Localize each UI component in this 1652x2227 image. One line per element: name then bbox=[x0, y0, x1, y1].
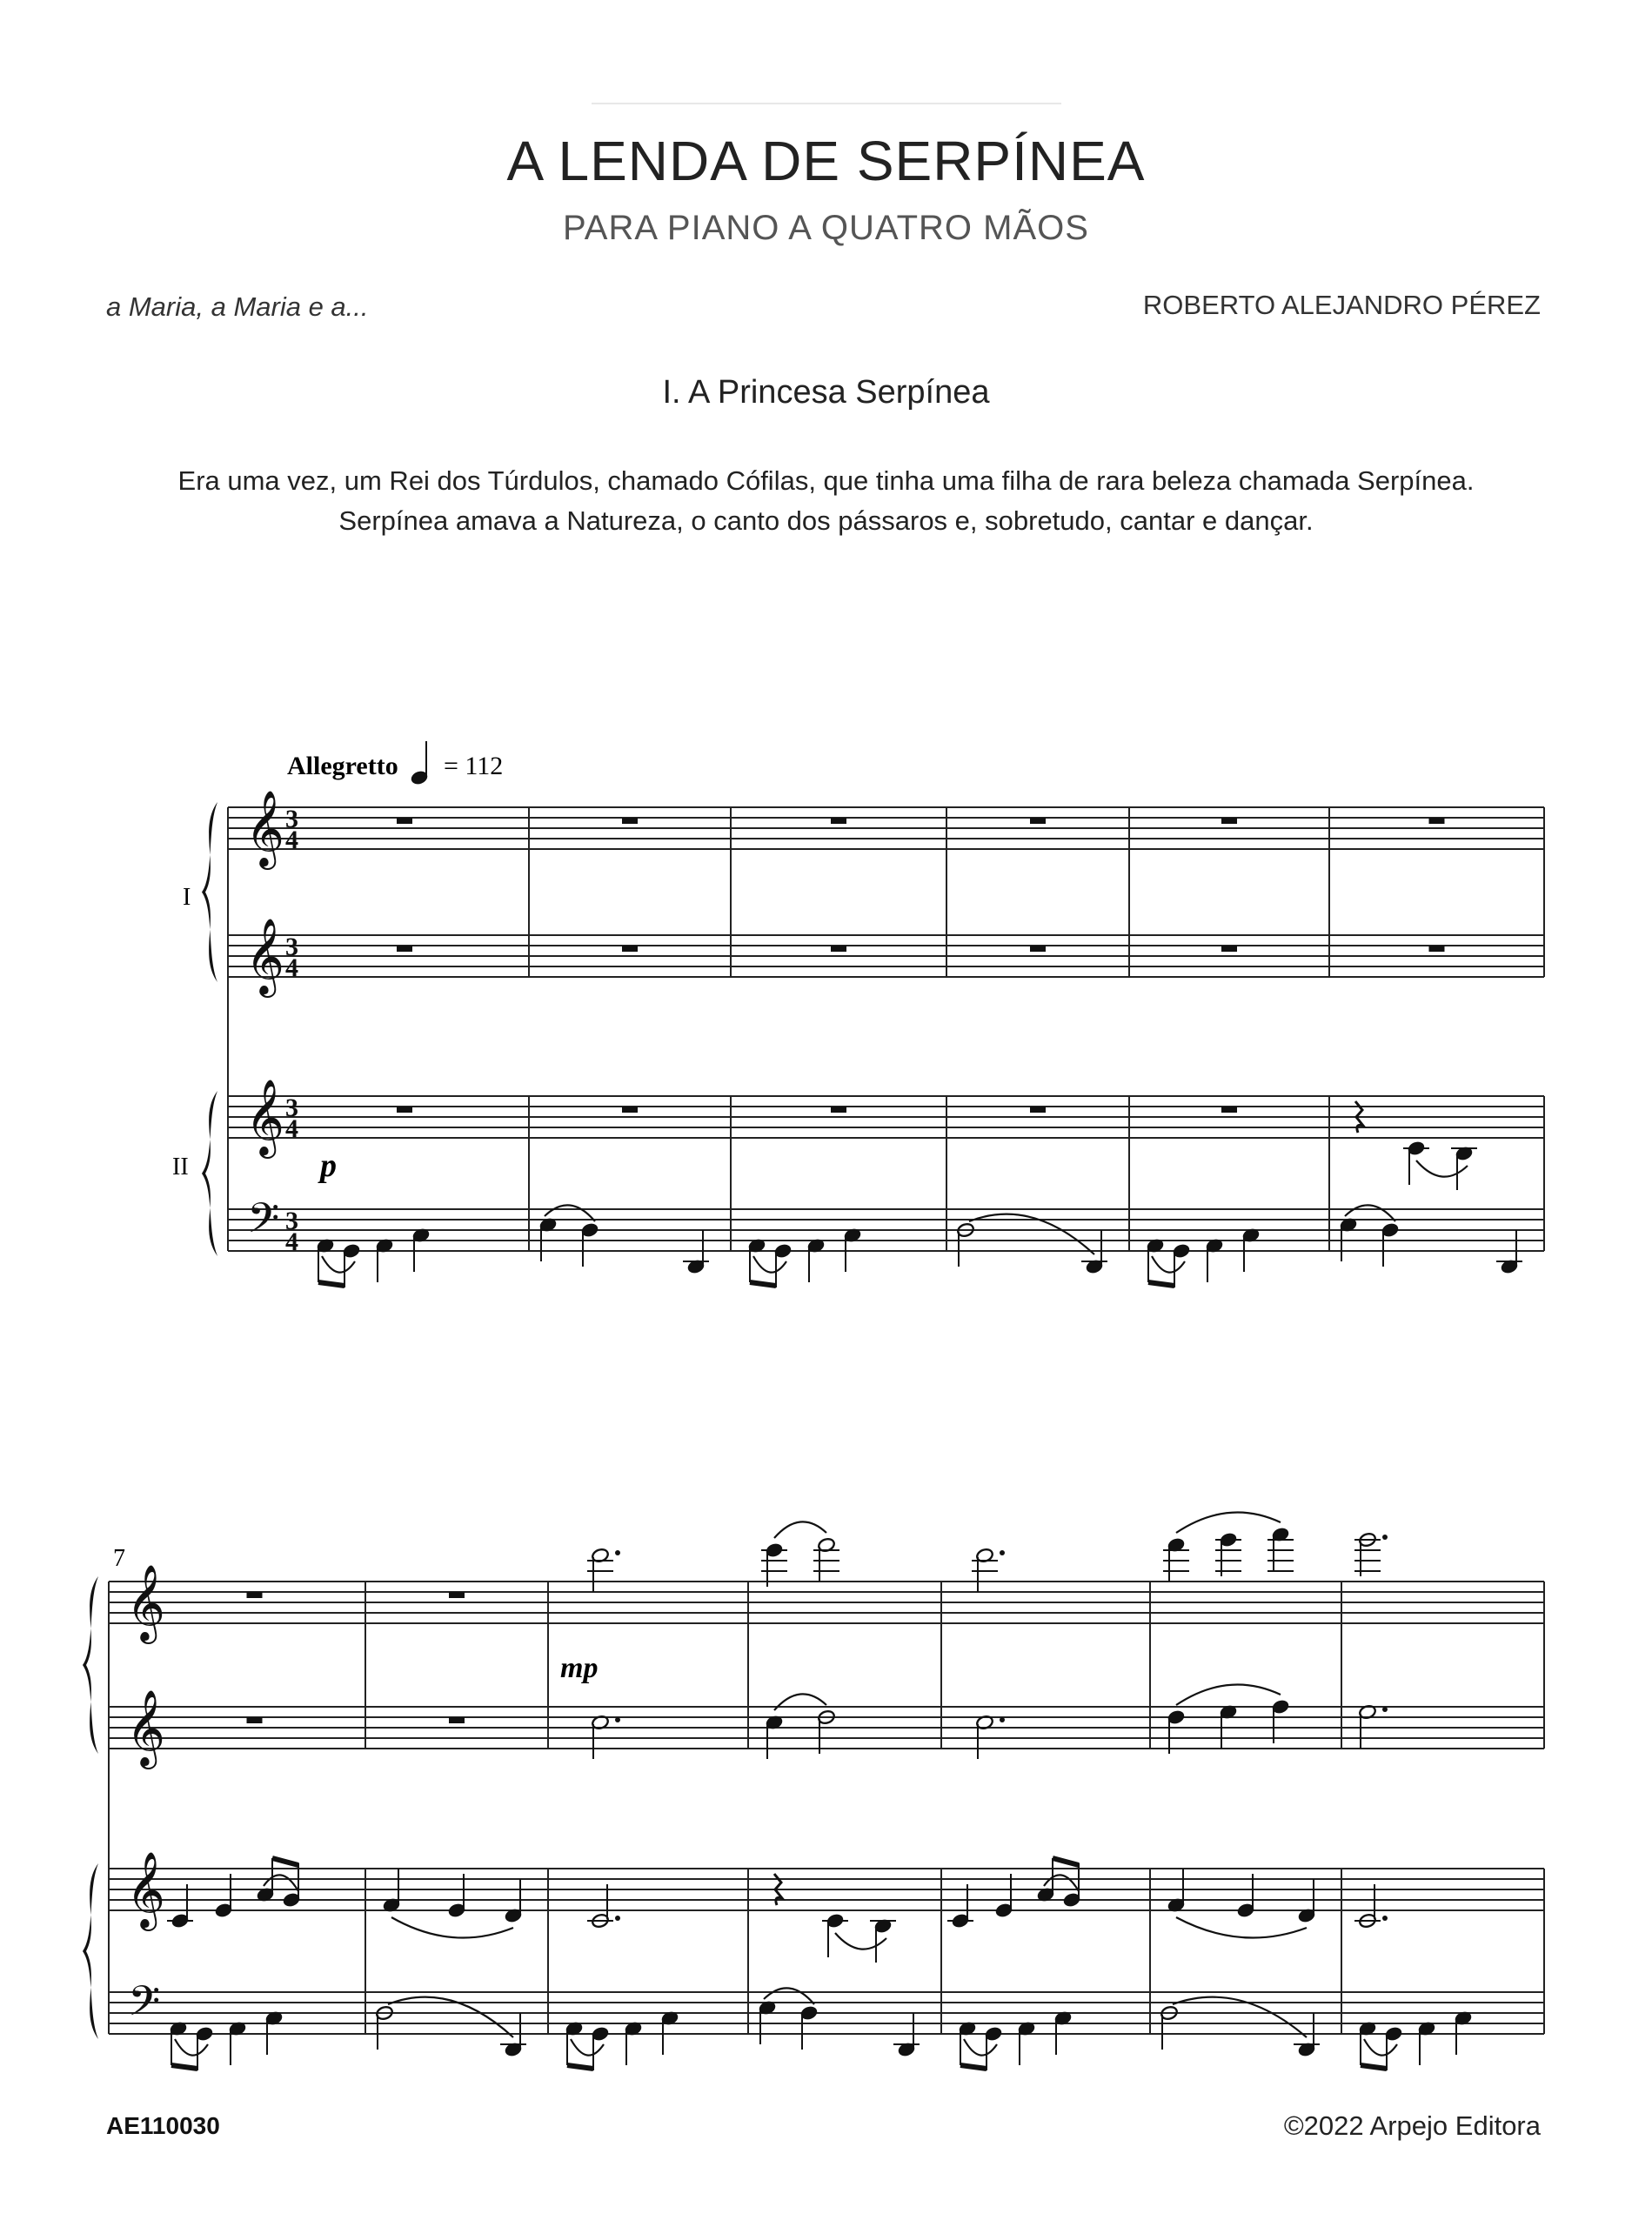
augmentation-dot bbox=[1382, 1535, 1388, 1540]
bass-note bbox=[228, 2021, 246, 2065]
bass-note bbox=[538, 1217, 557, 1261]
bass-note bbox=[806, 1238, 825, 1282]
treble-note bbox=[1167, 1869, 1185, 1913]
lower-note bbox=[1271, 1699, 1289, 1743]
brace bbox=[83, 1863, 98, 2039]
bass-note bbox=[624, 2021, 642, 2065]
treble-note bbox=[587, 1884, 613, 1929]
bass-note bbox=[1417, 2021, 1435, 2065]
beam bbox=[171, 2065, 197, 2069]
bass-note bbox=[799, 2005, 818, 2050]
slur bbox=[1176, 1684, 1281, 1705]
beam bbox=[750, 1282, 776, 1286]
augmentation-dot bbox=[1000, 1550, 1005, 1555]
augmentation-dot bbox=[1000, 1717, 1005, 1722]
measure-number-7: 7 bbox=[113, 1545, 125, 1572]
bass-note bbox=[169, 2021, 187, 2065]
upper-note bbox=[1215, 1532, 1241, 1576]
beam bbox=[567, 2065, 593, 2069]
lower-note bbox=[1167, 1709, 1185, 1754]
upper-note bbox=[1163, 1537, 1189, 1582]
page-title: A LENDA DE SERPÍNEA bbox=[506, 130, 1146, 192]
bass-note bbox=[843, 1227, 861, 1272]
tempo-value: = 112 bbox=[444, 752, 504, 780]
catalog-code: AE110030 bbox=[106, 2112, 220, 2139]
time-sig-bottom: 4 bbox=[285, 953, 298, 982]
treble-note bbox=[994, 1874, 1013, 1918]
lower-note bbox=[591, 1715, 609, 1759]
story-line-1: Era uma vez, um Rei dos Túrdulos, chamado Cófilas, que tinha uma filha de rara beleza chamada Serpínea. bbox=[177, 465, 1475, 496]
bass-note bbox=[411, 1227, 430, 1272]
bass-note bbox=[375, 1238, 393, 1282]
dynamic-p: p bbox=[320, 1147, 337, 1184]
whole-rest bbox=[1030, 1107, 1046, 1113]
whole-rest bbox=[622, 1107, 638, 1113]
beam bbox=[272, 1858, 298, 1865]
time-sig-top: 3 bbox=[285, 805, 298, 833]
slur bbox=[1176, 1512, 1281, 1533]
treble-note bbox=[1354, 1884, 1381, 1929]
bass-note bbox=[500, 2013, 526, 2057]
treble-note bbox=[504, 1879, 522, 1923]
lower-note bbox=[817, 1709, 835, 1754]
whole-rest bbox=[1221, 818, 1237, 824]
treble-clef: 𝄞 bbox=[245, 792, 284, 866]
whole-rest bbox=[449, 1592, 465, 1598]
bass-clef: 𝄢 bbox=[247, 1195, 280, 1252]
bass-note bbox=[1241, 1227, 1260, 1272]
dynamic-mp: mp bbox=[560, 1652, 599, 1684]
bass-note bbox=[958, 2021, 976, 2065]
copyright: ©2022 Arpejo Editora bbox=[1283, 2110, 1541, 2141]
whole-rest bbox=[1429, 946, 1445, 952]
time-sig-bottom: 4 bbox=[285, 826, 298, 854]
time-sig-bottom: 4 bbox=[285, 1114, 298, 1143]
augmentation-dot bbox=[615, 1717, 620, 1722]
treble-clef: 𝄞 bbox=[245, 1081, 284, 1154]
time-signatures bbox=[285, 805, 298, 1256]
slur bbox=[753, 1256, 786, 1273]
slur bbox=[1152, 1256, 1185, 1273]
slur bbox=[391, 1917, 513, 1938]
bass-note bbox=[758, 2000, 776, 2044]
time-sig-bottom: 4 bbox=[285, 1227, 298, 1256]
slur bbox=[1416, 1160, 1468, 1177]
story-line-2: Serpínea amava a Natureza, o canto dos pássaros e, sobretudo, cantar e dançar. bbox=[338, 505, 1314, 536]
whole-rest bbox=[397, 1107, 412, 1113]
augmentation-dot bbox=[1382, 1916, 1388, 1921]
bass-note bbox=[1381, 1222, 1399, 1267]
time-sig-top: 3 bbox=[285, 1207, 298, 1235]
whole-rest bbox=[397, 946, 412, 952]
slur bbox=[175, 2039, 208, 2056]
treble-note bbox=[382, 1869, 400, 1913]
treble-note bbox=[256, 1858, 274, 1903]
bass-note bbox=[1358, 2021, 1376, 2065]
slur bbox=[322, 1256, 355, 1273]
upper-note bbox=[813, 1537, 839, 1582]
whole-rest bbox=[1429, 818, 1445, 824]
player-2-label: II bbox=[172, 1154, 189, 1180]
slur bbox=[571, 2039, 604, 2056]
slur bbox=[774, 1694, 826, 1710]
clefs bbox=[126, 791, 284, 2035]
slur bbox=[1364, 2039, 1397, 2056]
treble-note bbox=[447, 1874, 465, 1918]
lower-note bbox=[1358, 1704, 1376, 1749]
barlines bbox=[109, 807, 1544, 2034]
whole-rest bbox=[1221, 946, 1237, 952]
lower-note bbox=[975, 1715, 993, 1759]
bass-note bbox=[683, 1230, 709, 1274]
tempo-note-icon bbox=[410, 741, 428, 786]
whole-rest bbox=[397, 818, 412, 824]
time-sig-top: 3 bbox=[285, 933, 298, 961]
lower-note bbox=[1219, 1704, 1237, 1749]
bass-note bbox=[1339, 1217, 1357, 1261]
bass-note bbox=[1496, 1230, 1522, 1274]
tempo-marking: Allegretto bbox=[287, 752, 398, 780]
beam bbox=[1053, 1858, 1079, 1865]
whole-rest bbox=[622, 946, 638, 952]
treble-note bbox=[1403, 1140, 1429, 1185]
whole-rest bbox=[1030, 818, 1046, 824]
whole-rest bbox=[247, 1592, 263, 1598]
bass-note bbox=[1454, 2010, 1472, 2055]
treble-clef: 𝄞 bbox=[126, 1567, 165, 1640]
whole-rest bbox=[831, 946, 846, 952]
bass-note bbox=[565, 2021, 583, 2065]
treble-clef: 𝄞 bbox=[126, 1854, 165, 1927]
whole-rests bbox=[247, 818, 1445, 1905]
slur bbox=[774, 1521, 826, 1538]
slur bbox=[835, 1933, 886, 1949]
treble-note bbox=[1062, 1863, 1080, 1908]
whole-rest bbox=[1221, 1107, 1237, 1113]
movement-title: I. A Princesa Serpínea bbox=[662, 374, 990, 411]
upper-note bbox=[972, 1548, 998, 1592]
slur bbox=[1176, 1917, 1307, 1938]
whole-rest bbox=[831, 1107, 846, 1113]
brace bbox=[202, 1091, 217, 1256]
treble-note bbox=[947, 1884, 973, 1929]
upper-note bbox=[1354, 1532, 1381, 1576]
slur bbox=[964, 2039, 997, 2056]
bass-note bbox=[747, 1238, 766, 1282]
bass-note bbox=[264, 2010, 283, 2055]
staff-lines bbox=[109, 807, 1544, 2034]
player-1-label: I bbox=[183, 884, 191, 911]
beam bbox=[1361, 2065, 1387, 2069]
treble-note bbox=[1297, 1879, 1315, 1923]
brace bbox=[202, 802, 217, 982]
bass-note bbox=[1053, 2010, 1072, 2055]
bass-note bbox=[1205, 1238, 1223, 1282]
whole-rest bbox=[449, 1717, 465, 1723]
treble-note bbox=[214, 1874, 232, 1918]
lower-note bbox=[765, 1715, 783, 1759]
bass-note bbox=[956, 1222, 974, 1267]
dedication: a Maria, a Maria e a... bbox=[106, 291, 369, 322]
bass-note bbox=[375, 2005, 393, 2050]
brace bbox=[83, 1576, 98, 1754]
bass-note bbox=[1017, 2021, 1035, 2065]
whole-rest bbox=[1030, 946, 1046, 952]
treble-note bbox=[282, 1863, 300, 1908]
bass-clef: 𝄢 bbox=[128, 1978, 161, 2035]
augmentation-dot bbox=[615, 1916, 620, 1921]
beam bbox=[1148, 1282, 1174, 1286]
beam bbox=[318, 1282, 344, 1286]
time-sig-top: 3 bbox=[285, 1093, 298, 1122]
upper-note bbox=[761, 1542, 787, 1587]
slurs bbox=[175, 1160, 1468, 2056]
treble-note bbox=[1036, 1858, 1054, 1903]
upper-note bbox=[587, 1548, 613, 1592]
upper-note bbox=[1267, 1527, 1294, 1571]
treble-clef: 𝄞 bbox=[126, 1692, 165, 1765]
treble-note bbox=[822, 1913, 848, 1957]
bass-note bbox=[316, 1238, 334, 1282]
bass-note bbox=[893, 2013, 920, 2057]
treble-note bbox=[1236, 1874, 1254, 1918]
whole-rest bbox=[247, 1717, 263, 1723]
whole-rest bbox=[622, 818, 638, 824]
composer-name: ROBERTO ALEJANDRO PÉREZ bbox=[1142, 290, 1541, 320]
bass-note bbox=[660, 2010, 679, 2055]
augmentation-dot bbox=[615, 1550, 620, 1555]
treble-note bbox=[167, 1884, 193, 1929]
notes bbox=[167, 741, 1522, 2070]
bass-note bbox=[580, 1222, 599, 1267]
bass-note bbox=[1146, 1238, 1164, 1282]
page-subtitle: PARA PIANO A QUATRO MÃOS bbox=[563, 209, 1089, 247]
whole-rest bbox=[831, 818, 846, 824]
bass-note bbox=[1294, 2013, 1320, 2057]
bass-note bbox=[1081, 1230, 1107, 1274]
treble-clef: 𝄞 bbox=[245, 920, 284, 993]
beam bbox=[960, 2065, 987, 2069]
bass-note bbox=[1160, 2005, 1178, 2050]
augmentation-dot bbox=[1382, 1707, 1388, 1712]
